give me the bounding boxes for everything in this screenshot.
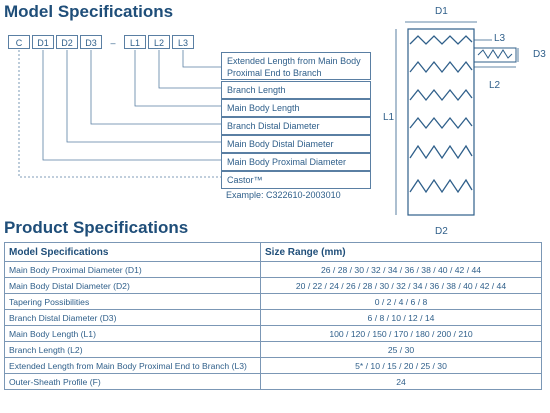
stent-ring-5 [410,146,472,158]
table-row [5,310,542,326]
connector-l2 [159,50,221,88]
label-l1: L1 [383,112,395,123]
row-value: 100 / 120 / 150 / 170 / 180 / 200 / 210 [261,326,542,342]
desc-main-body-distal-diameter: Main Body Distal Diameter [221,135,371,153]
row-value: 0 / 2 / 4 / 6 / 8 [261,294,542,310]
stent-ring-6 [410,180,472,192]
code-box-c: C [8,35,30,49]
row-label: Main Body Distal Diameter (D2) [5,278,261,294]
model-specifications-title: Model Specifications [4,2,174,21]
product-specifications-title: Product Specifications [4,218,189,237]
stent-graft-drawing [396,22,518,220]
row-label: Branch Length (L2) [5,342,261,358]
table-header-row [5,243,542,262]
code-box-d2: D2 [56,35,78,49]
header-model-specifications: Model Specifications [5,243,261,262]
table-row [5,374,542,390]
row-value: 5* / 10 / 15 / 20 / 25 / 30 [261,358,542,374]
code-box-l1: L1 [124,35,146,49]
stent-ring-2 [410,62,472,72]
row-value: 25 / 30 [261,342,542,358]
table-row [5,294,542,310]
table-row [5,326,542,342]
code-box-d1: D1 [32,35,54,49]
label-d3: D3 [533,49,546,60]
table-row [5,358,542,374]
row-value: 24 [261,374,542,390]
code-box-d3: D3 [80,35,102,49]
table-row [5,262,542,278]
connector-d1 [43,50,221,160]
desc-main-body-proximal-diameter: Main Body Proximal Diameter [221,153,371,171]
row-label: Outer-Sheath Profile (F) [5,374,261,390]
connector-d3 [91,50,221,124]
table-row [5,278,542,294]
connector-c [19,50,221,177]
connector-d2 [67,50,221,142]
desc-branch-distal-diameter: Branch Distal Diameter [221,117,371,135]
desc-branch-length: Branch Length [221,81,371,99]
stent-ring-3 [410,90,472,100]
row-label: Tapering Possibilities [5,294,261,310]
table-row [5,342,542,358]
row-label: Main Body Length (L1) [5,326,261,342]
row-value: 26 / 28 / 30 / 32 / 34 / 36 / 38 / 40 / 42 / 44 [261,262,542,278]
code-box-l3: L3 [172,35,194,49]
desc-extended-length: Extended Length from Main Body Proximal End to Branch [221,52,371,80]
connector-l1 [135,50,221,106]
connector-l3 [183,50,221,67]
desc-castor: Castor™ [221,171,371,189]
desc-main-body-length: Main Body Length [221,99,371,117]
row-label: Extended Length from Main Body Proximal End to Branch (L3) [5,358,261,374]
row-value: 6 / 8 / 10 / 12 / 14 [261,310,542,326]
product-specifications-table [4,242,542,390]
label-l2: L2 [489,80,501,91]
example-code: Example: C322610-2003010 [226,190,341,200]
stent-ring-4 [410,118,472,128]
code-dash: – [110,38,116,48]
code-box-l2: L2 [148,35,170,49]
branch [474,48,516,62]
row-label: Branch Distal Diameter (D3) [5,310,261,326]
label-d1: D1 [435,6,448,17]
row-value: 20 / 22 / 24 / 26 / 28 / 30 / 32 / 34 / 36 / 38 / 40 / 42 / 44 [261,278,542,294]
label-l3: L3 [494,33,506,44]
stent-ring-1 [410,36,472,44]
header-size-range: Size Range (mm) [261,243,542,262]
row-label: Main Body Proximal Diameter (D1) [5,262,261,278]
label-d2: D2 [435,226,448,237]
